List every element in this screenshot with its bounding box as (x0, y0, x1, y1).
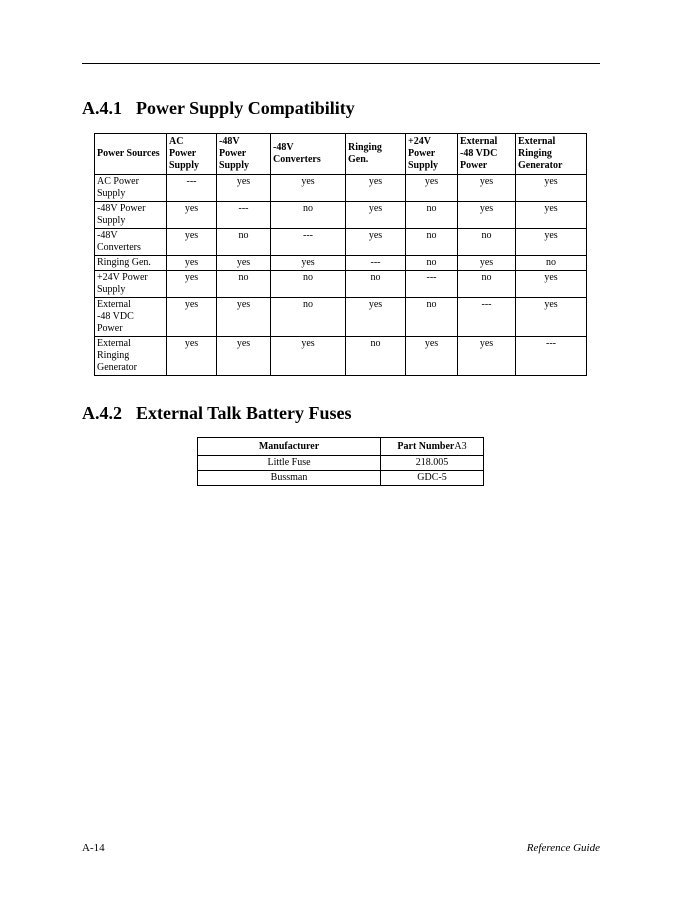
table-row (95, 202, 587, 229)
column-header-line: Supply (169, 160, 200, 171)
table-cell: yes (167, 337, 217, 376)
column-header-line: Ringing (518, 148, 552, 159)
table-cell: Little Fuse (198, 456, 381, 471)
table-cell: no (271, 202, 346, 229)
table-cell: yes (406, 175, 458, 202)
table-cell: 218.005 (381, 456, 484, 471)
table-cell: no (458, 229, 516, 256)
table-cell: no (516, 256, 587, 271)
table-cell: yes (217, 298, 271, 337)
top-rule (82, 63, 600, 64)
column-header-line: Power (169, 148, 197, 159)
column-header-line: Ringing (348, 142, 382, 153)
row-header-line: Ringing (97, 350, 130, 361)
row-header-line: Supply (97, 215, 126, 226)
table-cell: yes (167, 298, 217, 337)
table-row (95, 175, 587, 202)
table-cell: yes (217, 175, 271, 202)
column-header (167, 134, 217, 175)
table-row (95, 298, 587, 337)
table-cell: no (271, 271, 346, 298)
document-title: Reference Guide (526, 842, 600, 854)
table-cell: --- (271, 229, 346, 256)
table-cell: yes (167, 271, 217, 298)
table-cell: no (271, 298, 346, 337)
fuse-table (197, 437, 484, 486)
table-row (198, 456, 484, 471)
column-header-line: Supply (219, 160, 250, 171)
table-cell: GDC-5 (381, 471, 484, 486)
table-cell: yes (346, 202, 406, 229)
section-title: External Talk Battery Fuses (136, 403, 352, 423)
row-header-line: Generator (97, 362, 137, 373)
table-row (198, 471, 484, 486)
row-header-line: Supply (97, 284, 126, 295)
table-cell: no (346, 271, 406, 298)
row-header-line: External (97, 338, 131, 349)
column-header-line: Power (219, 148, 247, 159)
table-cell: yes (346, 175, 406, 202)
table-header-row (198, 438, 484, 456)
column-header-line: External (518, 136, 556, 147)
table-cell: no (406, 298, 458, 337)
table-cell: no (458, 271, 516, 298)
table-cell: no (406, 256, 458, 271)
section-number: A.4.2 (82, 403, 122, 423)
column-header (458, 134, 516, 175)
table-body (95, 175, 587, 376)
table-cell: --- (516, 337, 587, 376)
row-header-line: -48V (97, 230, 118, 241)
row-header-line: AC Power (97, 176, 139, 187)
section-heading-power-supply-compatibility (82, 98, 355, 119)
corner-header: Power Sources (95, 134, 167, 175)
table-cell: --- (167, 175, 217, 202)
column-header-line: Gen. (348, 154, 369, 165)
table-cell: --- (217, 202, 271, 229)
table-cell: yes (217, 256, 271, 271)
column-header-line: Converters (273, 154, 321, 165)
power-supply-compatibility-table (94, 133, 587, 376)
page-number: A-14 (82, 842, 105, 854)
column-header-line: Supply (408, 160, 439, 171)
row-header (95, 175, 167, 202)
header-part-number-suffix: A3 (454, 440, 467, 452)
column-header-line: Power (408, 148, 436, 159)
row-header (95, 256, 167, 271)
table-cell: --- (406, 271, 458, 298)
table-cell: yes (458, 337, 516, 376)
table-cell: yes (167, 202, 217, 229)
table-cell: yes (516, 229, 587, 256)
table-cell: no (217, 229, 271, 256)
table-cell: yes (271, 175, 346, 202)
table-cell: yes (516, 202, 587, 229)
table-body (198, 456, 484, 486)
row-header-line: Power (97, 323, 123, 334)
row-header-line: External (97, 299, 131, 310)
column-header-line: External (460, 136, 498, 147)
table-cell: yes (271, 337, 346, 376)
column-header-line: Generator (518, 160, 563, 171)
row-header (95, 298, 167, 337)
table-cell: yes (516, 175, 587, 202)
table-row (95, 229, 587, 256)
table-cell: yes (217, 337, 271, 376)
row-header-line: -48V Power (97, 203, 146, 214)
column-header (217, 134, 271, 175)
row-header-line: +24V Power (97, 272, 148, 283)
column-header-line: -48V (273, 142, 294, 153)
column-header (346, 134, 406, 175)
table-row (95, 337, 587, 376)
section-number: A.4.1 (82, 98, 122, 118)
table-cell: yes (458, 175, 516, 202)
table-cell: --- (346, 256, 406, 271)
table-cell: yes (346, 229, 406, 256)
table-cell: no (406, 202, 458, 229)
table-cell: yes (346, 298, 406, 337)
table-cell: Bussman (198, 471, 381, 486)
column-header-line: +24V (408, 136, 431, 147)
column-header-line: AC (169, 136, 184, 147)
column-header (516, 134, 587, 175)
header-part-number-label: Part Number (397, 440, 455, 452)
row-header-line: -48 VDC (97, 311, 134, 322)
row-header-line: Supply (97, 188, 126, 199)
table-cell: yes (458, 256, 516, 271)
table-header-row (95, 134, 587, 175)
table-cell: yes (516, 271, 587, 298)
row-header (95, 337, 167, 376)
table-cell: yes (458, 202, 516, 229)
row-header (95, 202, 167, 229)
column-header-line: Power (460, 160, 488, 171)
table-cell: no (217, 271, 271, 298)
header-part-number (381, 438, 484, 456)
row-header-line: Ringing Gen. (97, 257, 151, 268)
table-cell: yes (167, 256, 217, 271)
row-header-line: Converters (97, 242, 141, 253)
table-cell: yes (167, 229, 217, 256)
row-header (95, 229, 167, 256)
column-header (406, 134, 458, 175)
column-header (271, 134, 346, 175)
header-manufacturer: Manufacturer (198, 438, 381, 456)
table-cell: no (406, 229, 458, 256)
column-header-line: -48 VDC (460, 148, 498, 159)
section-title: Power Supply Compatibility (136, 98, 355, 118)
table-row (95, 256, 587, 271)
table-cell: no (346, 337, 406, 376)
column-header-line: -48V (219, 136, 240, 147)
table-cell: --- (458, 298, 516, 337)
row-header (95, 271, 167, 298)
table-cell: yes (271, 256, 346, 271)
table-cell: yes (516, 298, 587, 337)
table-row (95, 271, 587, 298)
table-cell: yes (406, 337, 458, 376)
section-heading-talk-battery-fuses (82, 403, 352, 424)
